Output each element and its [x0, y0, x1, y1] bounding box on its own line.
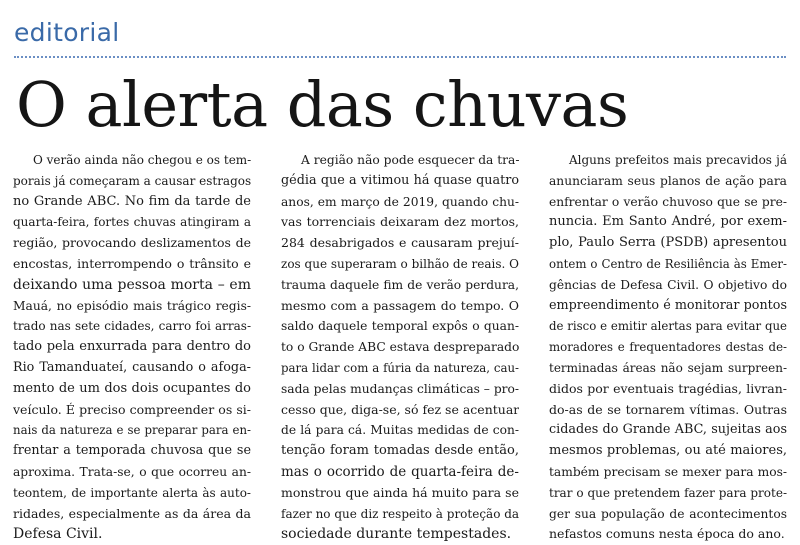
article-line: mesmo com a passagem do tempo. O: [281, 297, 519, 313]
article-line: terminadas áreas não sejam surpreen-: [549, 360, 787, 375]
article-line: plo, Paulo Serra (PSDB) apresentou: [549, 235, 787, 251]
article-line: de risco e emitir alertas para evitar que: [549, 319, 787, 334]
article-line: para lidar com a fúria da natureza, cau-: [281, 360, 519, 375]
article-line: O verão ainda não chegou e os tem-: [33, 153, 251, 167]
article-line: tenção foram tomadas desde então,: [281, 443, 519, 459]
article-line: saldo daquele temporal expôs o quan-: [281, 319, 519, 334]
article-line: frentar a temporada chuvosa que se: [13, 443, 251, 459]
article-line: tado pela enxurrada para dentro do: [13, 339, 251, 355]
article-line: A região não pode esquecer da tra-: [301, 153, 519, 167]
article-line: enfrentar o verão chuvoso que se pre-: [549, 194, 787, 209]
article-line: também precisam se mexer para mos-: [549, 464, 787, 479]
article-line: gédia que a vitimou há quase quatro: [281, 172, 519, 188]
article-line: veículo. É preciso compreender os si-: [13, 401, 251, 417]
article-line: mas o ocorrido de quarta-feira de-: [281, 463, 519, 480]
article-column-2: [281, 150, 519, 545]
article-line: ridades, especialmente as da área da: [13, 505, 251, 521]
article-line: ger sua população de acontecimentos: [549, 506, 787, 521]
article-line: nefastos comuns nesta época do ano.: [549, 526, 785, 542]
article-line: anunciaram seus planos de ação para: [549, 173, 787, 188]
article-line: Rio Tamanduateí, causando o afoga-: [13, 359, 251, 375]
article-line: 284 desabrigados e causaram prejuí-: [281, 235, 519, 251]
article-line: teontem, de importante alerta às auto-: [13, 485, 251, 500]
article-line: fazer no que diz respeito à proteção da: [281, 506, 519, 521]
article-line: didos por eventuais tragédias, livran-: [549, 380, 787, 396]
article-line: vas torrenciais deixaram dez mortos,: [281, 214, 519, 230]
article-line: nais da natureza e se preparar para en-: [13, 423, 251, 438]
article-line: Mauá, no episódio mais trágico regis-: [13, 298, 251, 313]
article-column-1: [13, 150, 251, 545]
article-line: cidades do Grande ABC, sujeitas aos: [549, 422, 787, 438]
article-line: região, provocando deslizamentos de: [13, 235, 251, 251]
article-line: monstrou que ainda há muito para se: [281, 484, 519, 500]
article-line: encostas, interrompendo o trânsito e: [13, 255, 251, 271]
article-line: quarta-feira, fortes chuvas atingiram a: [13, 215, 251, 230]
article-line: do-as de se tornarem vítimas. Outras: [549, 401, 787, 417]
article-line: no Grande ABC. No fim da tarde de: [13, 193, 251, 209]
article-line: nuncia. Em Santo André, por exem-: [549, 214, 787, 230]
article-line: mesmos problemas, ou até maiores,: [549, 443, 787, 459]
article-line: anos, em março de 2019, quando chu-: [281, 194, 519, 209]
article-line: cesso que, diga-se, só fez se acentuar: [281, 401, 519, 417]
article-line: mento de um dos dois ocupantes do: [13, 380, 251, 396]
article-line: moradores e frequentadores destas de-: [549, 340, 787, 355]
article-line: ontem o Centro de Resiliência às Emer-: [549, 256, 787, 271]
article-line: sociedade durante tempestades.: [281, 526, 512, 543]
article-line: to o Grande ABC estava despreparado: [281, 340, 519, 355]
article-line: zos que superaram o bilhão de reais. O: [281, 256, 519, 271]
article-line: Defesa Civil.: [13, 526, 103, 543]
article-line: de lá para cá. Muitas medidas de con-: [281, 423, 519, 438]
article-line: gências de Defesa Civil. O objetivo do: [549, 277, 787, 292]
article-line: trar o que pretendem fazer para prote-: [549, 485, 787, 500]
headline: O alerta das chuvas: [16, 68, 629, 141]
article-line: sada pelas mudanças climáticas – pro-: [281, 381, 519, 396]
article-line: porais já começaram a causar estragos: [13, 173, 251, 188]
article-line: trado nas sete cidades, carro foi arras-: [13, 319, 251, 334]
article-column-3: [549, 150, 787, 545]
article-line: empreendimento é monitorar pontos: [549, 297, 787, 313]
section-label: editorial: [14, 18, 120, 47]
article-line: trauma daquele fim de verão perdura,: [281, 277, 519, 292]
article-line: Alguns prefeitos mais precavidos já: [569, 153, 787, 167]
article-line: deixando uma pessoa morta – em: [13, 276, 251, 293]
article-line: aproxima. Trata-se, o que ocorreu an-: [13, 464, 251, 479]
section-divider: [14, 56, 786, 58]
